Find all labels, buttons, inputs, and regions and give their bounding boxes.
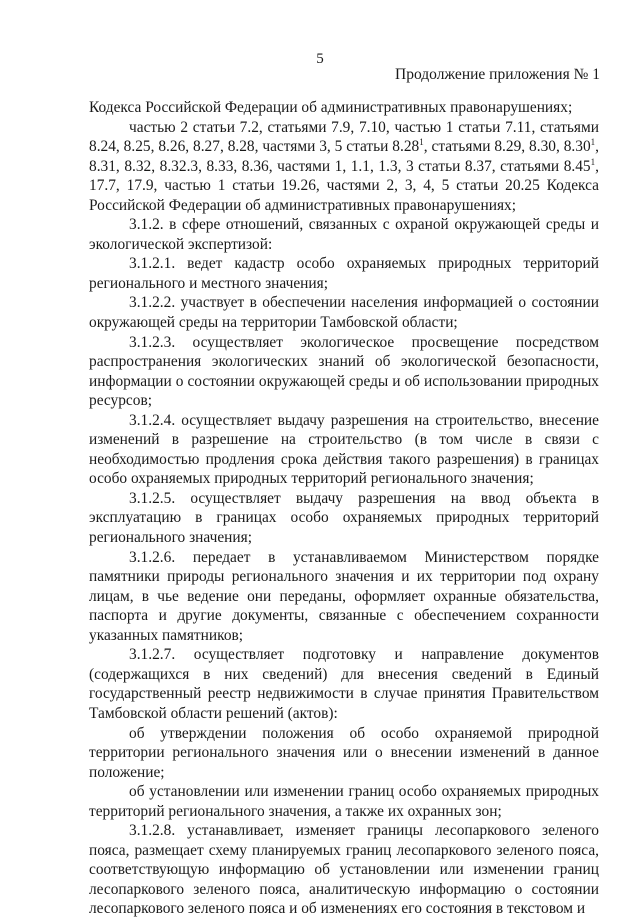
paragraph-text: , статьями 8.29, 8.30, 8.30 — [423, 138, 591, 156]
paragraph-text: , 17.7, 17.9, частью 1 статьи 19.26, частями 2, 3, 4, 5 статьи 20.25 Кодекса Российской Федерации об административных правонарушениях; — [89, 157, 599, 214]
page-number: 5 — [316, 51, 324, 67]
paragraph: 3.1.2.6. передает в устанавливаемом Министерством порядке памятники природы регионального значения и их территории под охрану лицам, в чье ведение они переданы, оформляет охранные обязательства, паспорта и другие документы, связанные с обеспечением сохранности указанных памятников; — [89, 548, 599, 644]
running-header: Продолжение приложения № 1 — [395, 66, 600, 83]
paragraph-text: , 8.31, 8.32, 8.32.3, 8.33, 8.36, частями 1, 1.1, 1.3, 3 статьи 8.37, статьями 8.45 — [89, 138, 599, 175]
paragraph: об утверждении положения об особо охраняемой природной территории регионального значения или о внесении изменений в данное положение; — [89, 724, 599, 781]
paragraph: об установлении или изменении границ особо охраняемых природных территорий регионального значения, а также их охранных зон; — [89, 783, 599, 820]
superscript: 1 — [590, 137, 596, 148]
superscript: 1 — [590, 156, 596, 167]
paragraph: 3.1.2.7. осуществляет подготовку и направление документов (содержащихся в них сведений) для внесения сведений в Единый государственный реестр недвижимости в случае принятия Правительством Тамбовской области решений (актов): — [89, 646, 599, 722]
paragraph: 3.1.2.1. ведет кадастр особо охраняемых природных территорий регионального и местного значения; — [89, 255, 599, 292]
document-body — [89, 98, 599, 919]
paragraph: 3.1.2. в сфере отношений, связанных с охраной окружающей среды и экологической экспертизой: — [89, 216, 599, 253]
paragraph: 3.1.2.3. осуществляет экологическое просвещение посредством распространения экологических знаний об экологической безопасности, информации о состоянии окружающей среды и об использовании природных ресурсов; — [89, 333, 599, 410]
paragraph: 3.1.2.5. осуществляет выдачу разрешения на ввод объекта в эксплуатацию в границах особо охраняемых природных территорий регионального значения; — [89, 489, 599, 547]
paragraph: 3.1.2.8. устанавливает, изменяет границы лесопаркового зеленого пояса, размещает схему планируемых границ лесопаркового зеленого пояса, соответствующую информацию об установлении или изменении границ лесопаркового зеленого пояса, аналитическую информацию о состоянии лесопаркового зеленого пояса и об изменениях его состояния в текстовом и — [89, 822, 599, 918]
paragraph: Кодекса Российской Федерации об административных правонарушениях; — [89, 99, 573, 116]
paragraph-text: частью 2 статьи 7.2, статьями 7.9, 7.10, частью 1 статьи 7.11, статьями 8.24, 8.25, 8.26, 8.27, 8.28, частями 3, 5 статьи 8.28 — [89, 118, 599, 156]
paragraph: 3.1.2.2. участвует в обеспечении населения информацией о состоянии окружающей среды на территории Тамбовской области; — [89, 294, 599, 332]
superscript: 1 — [419, 137, 424, 148]
paragraph: 3.1.2.4. осуществляет выдачу разрешения на строительство, внесение изменений в разрешение на строительство (в том числе в связи с необходимостью продления срока действия такого разрешения) в границах особо охраняемых природных территорий регионального значения; — [89, 411, 599, 488]
paragraph-article-list — [89, 118, 599, 216]
